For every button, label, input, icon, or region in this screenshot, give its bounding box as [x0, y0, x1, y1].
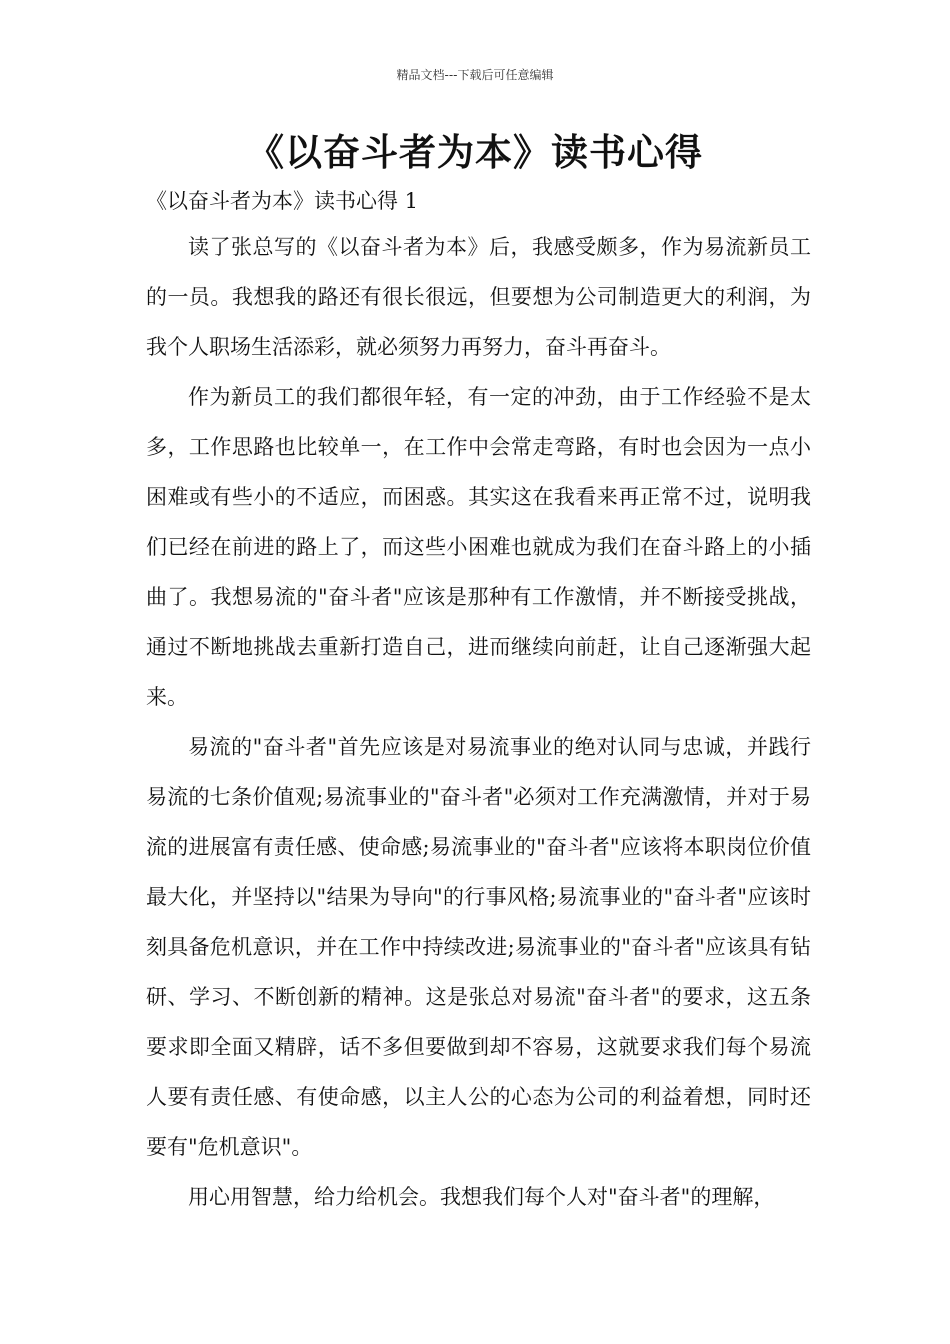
- paragraph-4: 用心用智慧，给力给机会。我想我们每个人对"奋斗者"的理解，: [188, 1185, 775, 1209]
- header-note: 精品文档---下载后可任意编辑: [396, 68, 554, 82]
- document-body: [146, 222, 811, 1222]
- paragraph-2: 作为新员工的我们都很年轻，有一定的冲劲，由于工作经验不是太多，工作思路也比较单一，在工作中会常走弯路，有时也会因为一点小困难或有些小的不适应，而困惑。其实这在我看来再正常不过，说明我们已经在前进的路上了，而这些小困难也就成为我们在奋斗路上的小插曲了。我想易流的"奋斗者"应该是那种有工作激情，并不断接受挑战，通过不断地挑战去重新打造自己，进而继续向前赶，让自己逐渐强大起来。: [146, 385, 811, 709]
- document-subtitle: 《以奋斗者为本》读书心得 1: [146, 189, 419, 213]
- paragraph-3: 易流的"奋斗者"首先应该是对易流事业的绝对认同与忠诚，并践行易流的七条价值观;易流事业的"奋斗者"必须对工作充满激情，并对于易流的进展富有责任感、使命感;易流事业的"奋斗者"应该将本职岗位价值最大化，并坚持以"结果为导向"的行事风格;易流事业的"奋斗者"应该时刻具备危机意识，并在工作中持续改进;易流事业的"奋斗者"应该具有钻研、学习、不断创新的精神。这是张总对易流"奋斗者"的要求，这五条要求即全面又精辟，话不多但要做到却不容易，这就要求我们每个易流人要有责任感、有使命感，以主人公的心态为公司的利益着想，同时还要有"危机意识"。: [146, 735, 811, 1159]
- paragraph-1: 读了张总写的《以奋斗者为本》后，我感受颇多，作为易流新员工的一员。我想我的路还有很长很远，但要想为公司制造更大的利润，为我个人职场生活添彩，就必须努力再努力，奋斗再奋斗。: [146, 235, 811, 359]
- document-title: 《以奋斗者为本》读书心得: [247, 130, 703, 174]
